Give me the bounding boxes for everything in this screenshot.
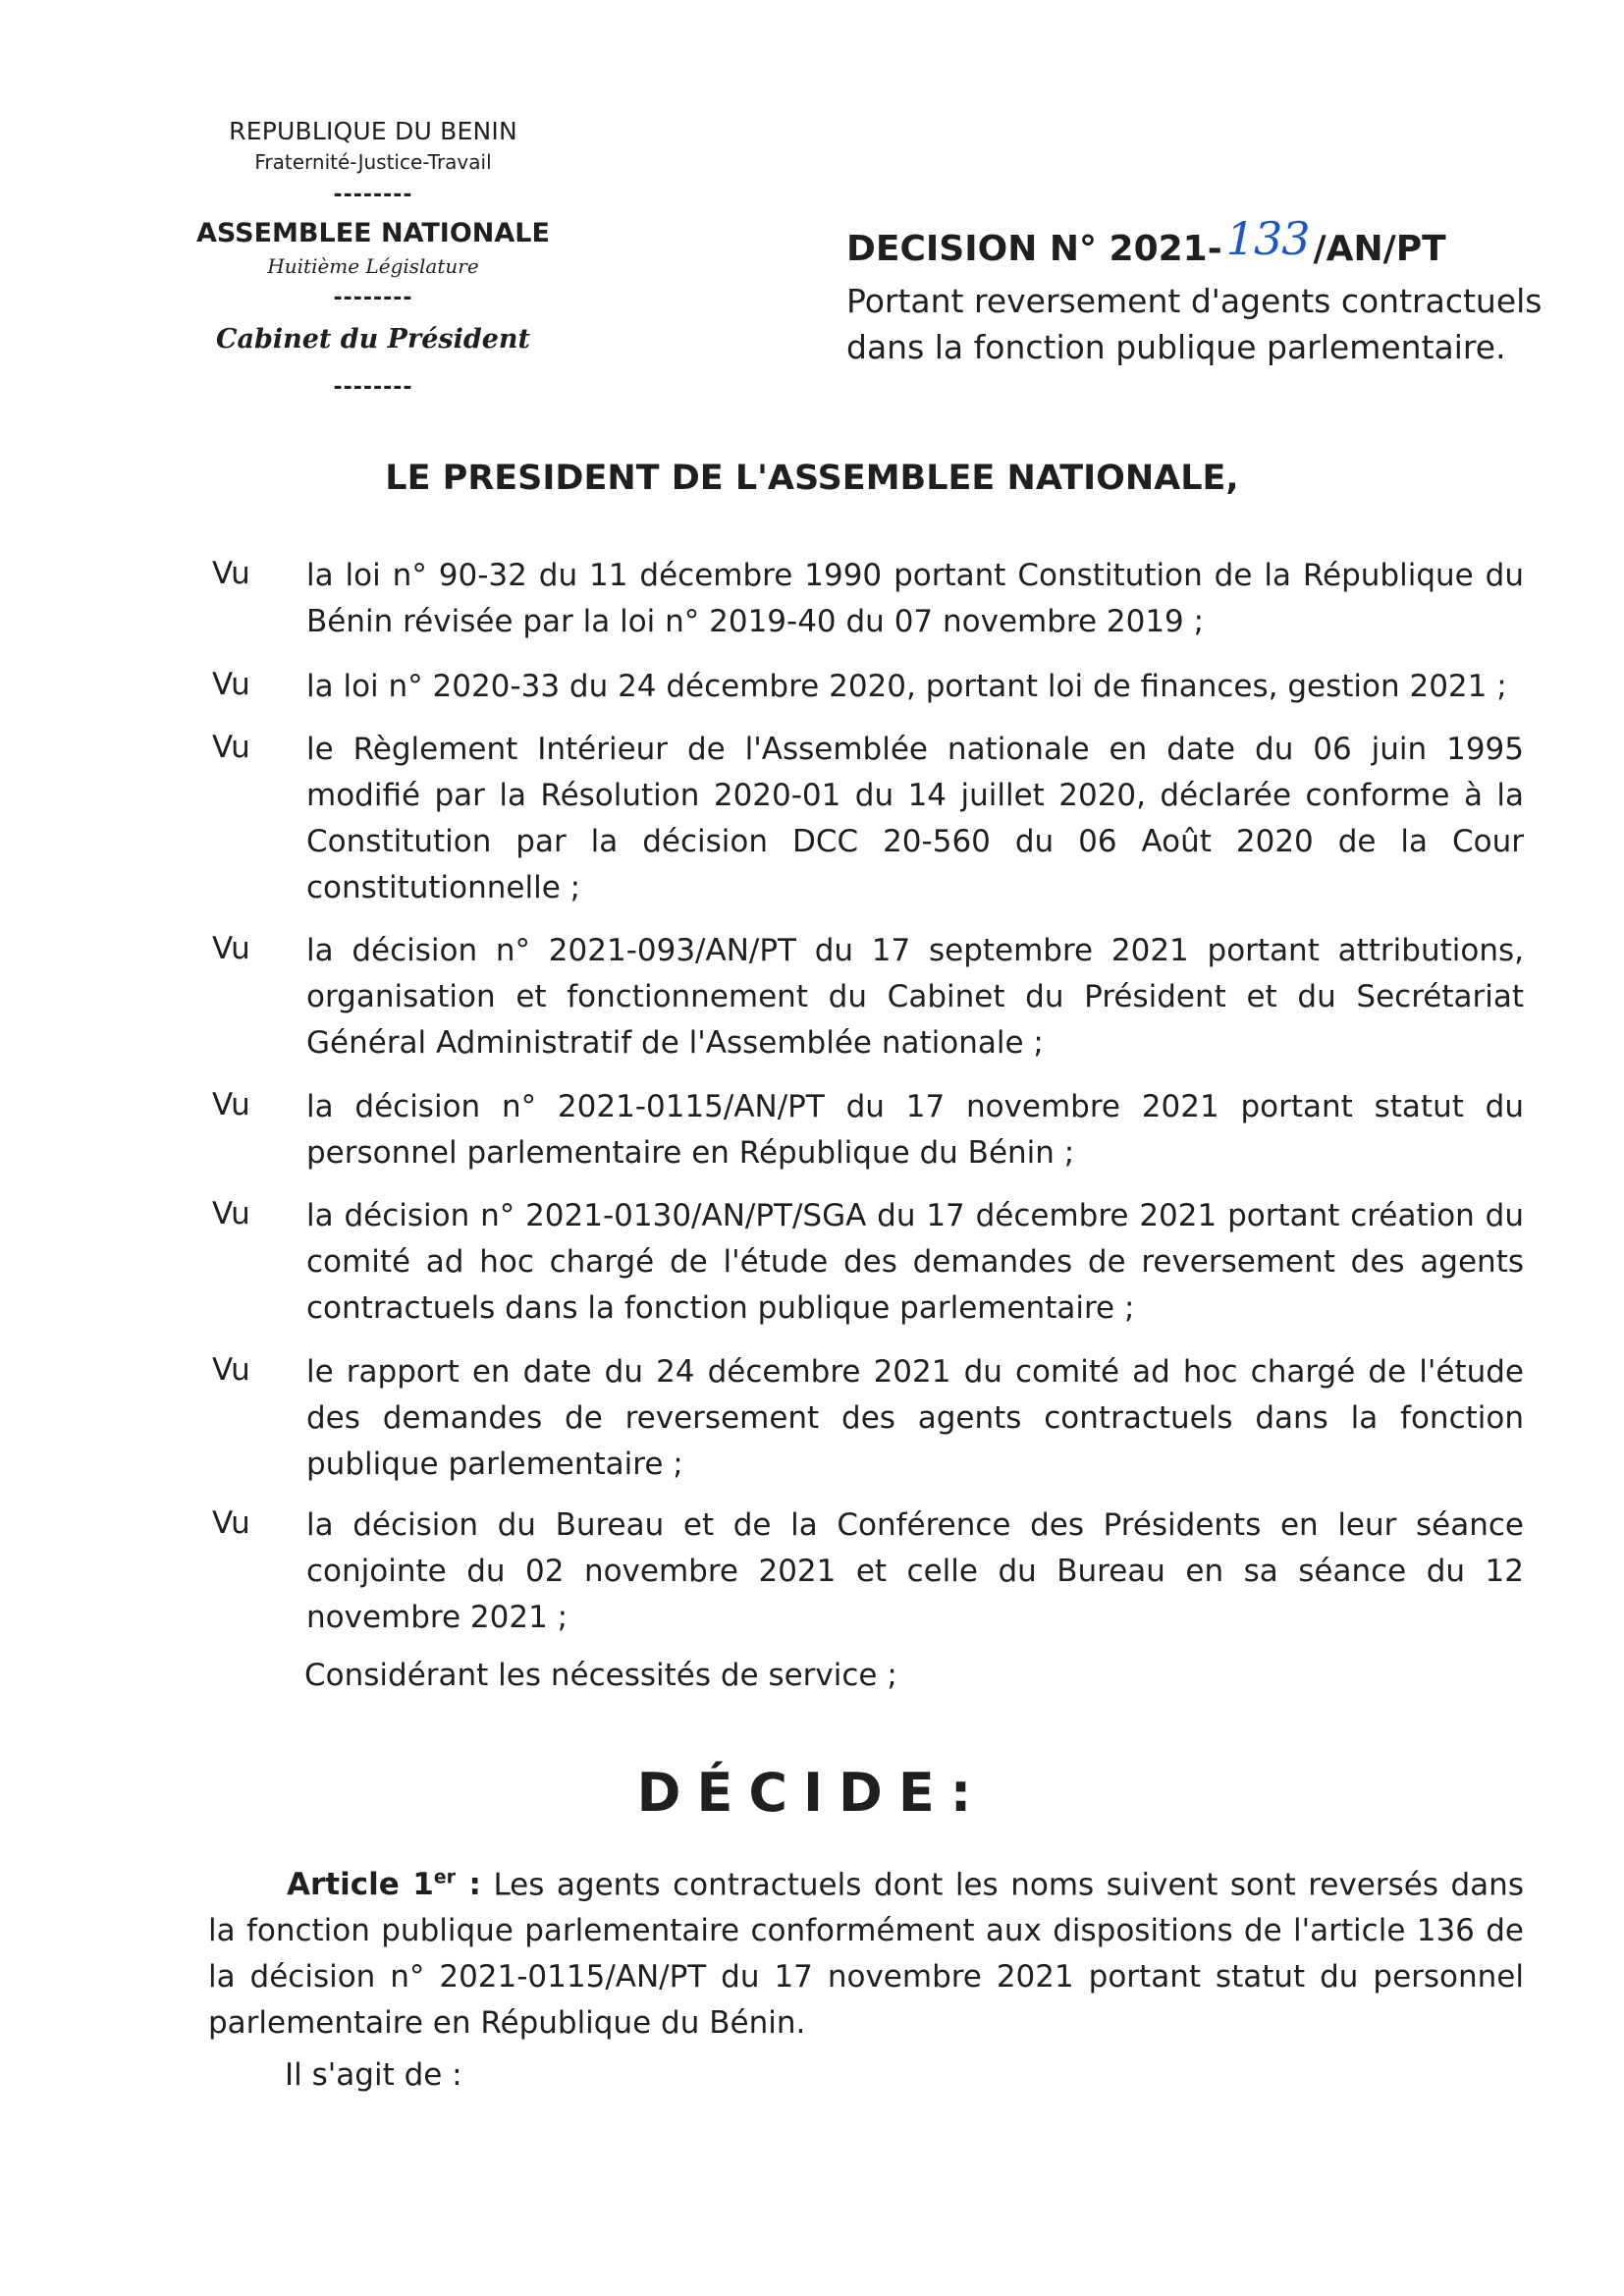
- legislature: Huitième Législature: [267, 254, 479, 278]
- country-name: REPUBLIQUE DU BENIN: [229, 117, 517, 145]
- header-separator: --------: [333, 375, 413, 400]
- visa-label: Vu: [212, 730, 250, 765]
- visa-text: la décision n° 2021-0115/AN/PT du 17 novembre 2021 portant statut du personnel parlementaire en République du Bénin ;: [306, 1089, 1524, 1171]
- visa-text: la décision n° 2021-0130/AN/PT/SGA du 17 décembre 2021 portant création du comité ad hoc chargé de l'étude des demandes de reversement des agents contractuels dans la fonction publique parlementaire ;: [306, 1198, 1524, 1326]
- visa-label: Vu: [212, 1352, 250, 1388]
- visa-text: le Règlement Intérieur de l'Assemblée nationale en date du 06 juin 1995 modifié par la Résolution 2020-01 du 14 juillet 2020, déclarée conforme à la Constitution par la décision DCC 20-560 du 06 Août 2020 de la Cour constitutionnelle ;: [306, 732, 1524, 905]
- header-separator: --------: [333, 286, 413, 310]
- president-heading: LE PRESIDENT DE L'ASSEMBLEE NATIONALE,: [385, 459, 1239, 498]
- visa-label: Vu: [212, 667, 250, 702]
- visa-text: la décision du Bureau et de la Conférence des Présidents en leur séance conjointe du 02 novembre 2021 et celle du Bureau en sa séance du 12 novembre 2021 ;: [306, 1507, 1524, 1635]
- visa-text: le rapport en date du 24 décembre 2021 du comité ad hoc chargé de l'étude des demandes de reversement des agents contractuels dans la fonction publique parlementaire ;: [306, 1354, 1524, 1482]
- article-1-text: Les agents contractuels dont les noms suivent sont reversés dans la fonction publique parlementaire conformément aux dispositions de l'article 136 de la décision n° 2021-0115/AN/PT du 17 novembre 2021 portant statut du personnel parlementaire en République du Bénin.: [208, 1867, 1524, 2042]
- assembly-name: ASSEMBLEE NATIONALE: [196, 218, 550, 248]
- visa-text: la loi n° 90-32 du 11 décembre 1990 portant Constitution de la République du Bénin révisée par la loi n° 2019-40 du 07 novembre 2019 ;: [306, 558, 1524, 639]
- decision-number-handwritten: 133: [1225, 212, 1310, 265]
- decision-title: [846, 212, 1446, 271]
- national-motto: Fraternité-Justice-Travail: [254, 150, 492, 174]
- visa-label: Vu: [212, 1505, 250, 1541]
- visa-label: Vu: [212, 556, 250, 591]
- visa-label: Vu: [212, 931, 250, 966]
- it-concerns: Il s'agit de :: [285, 2057, 462, 2093]
- decide-heading: DÉCIDE:: [636, 1762, 988, 1824]
- decision-suffix: /AN/PT: [1313, 229, 1446, 269]
- decision-prefix: DECISION N° 2021-: [846, 229, 1222, 269]
- visa-label: Vu: [212, 1087, 250, 1122]
- visa-text: la loi n° 2020-33 du 24 décembre 2020, portant loi de finances, gestion 2021 ;: [306, 669, 1507, 704]
- decision-subject: Portant reversement d'agents contractuels dans la fonction publique parlementaire.: [846, 282, 1543, 366]
- article-label-text: Article 1: [287, 1867, 434, 1903]
- article-1: [208, 1855, 1524, 2047]
- visa-label: Vu: [212, 1196, 250, 1231]
- header-separator: --------: [333, 183, 413, 207]
- visa-text: la décision n° 2021-093/AN/PT du 17 septembre 2021 portant attributions, organisation et fonctionnement du Cabinet du Président et du Secrétariat Général Administratif de l'Assemblée nationale ;: [306, 933, 1524, 1061]
- considering-clause: Considérant les nécessités de service ;: [304, 1658, 897, 1693]
- cabinet-name: Cabinet du Président: [215, 324, 531, 355]
- article-label-sup: er: [433, 1867, 457, 1888]
- article-label-colon: :: [456, 1867, 481, 1903]
- article-1-label: [287, 1867, 481, 1902]
